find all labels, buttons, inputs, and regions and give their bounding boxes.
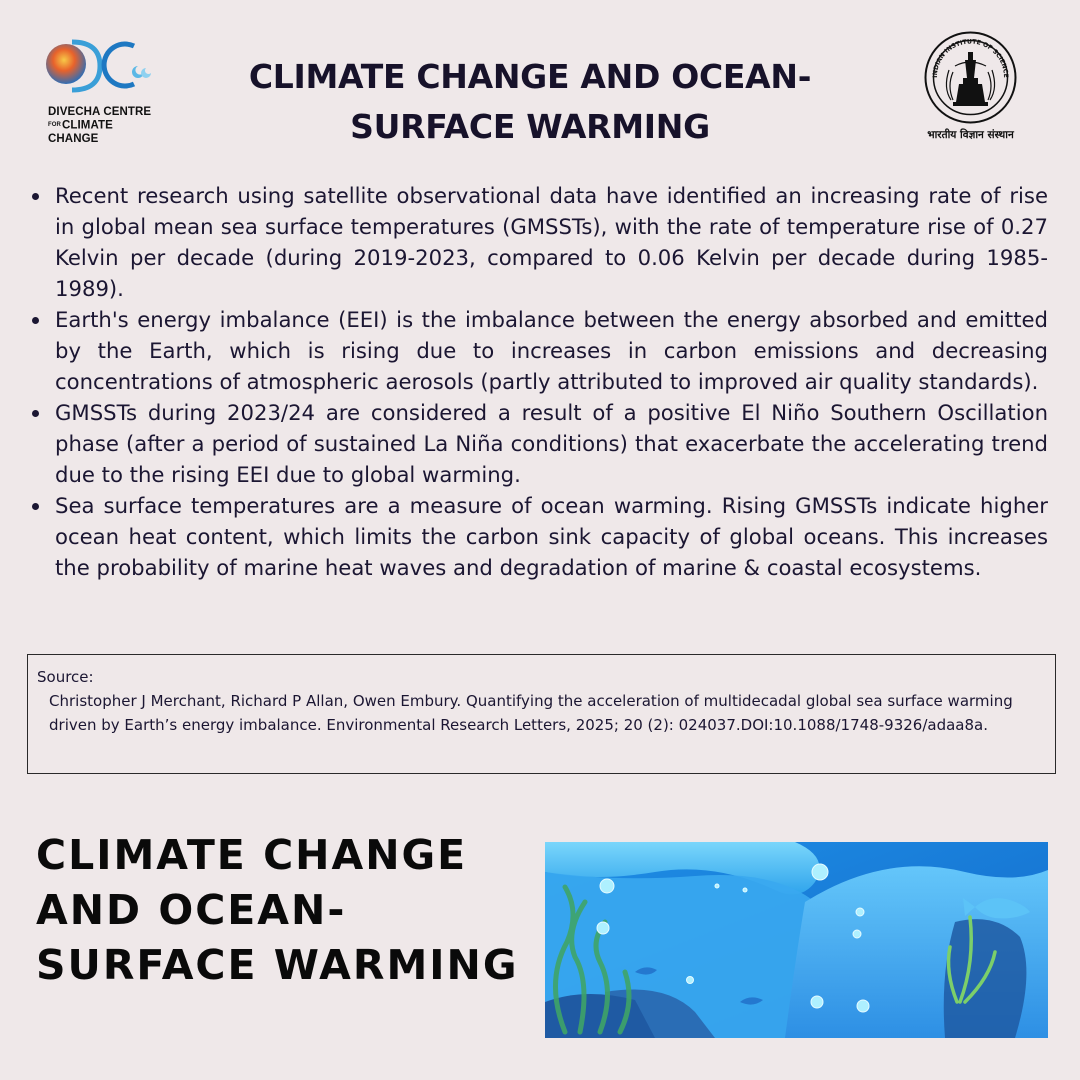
- iisc-seal-icon: [923, 30, 1018, 125]
- source-box: [27, 654, 1056, 774]
- dccc-line2: CLIMATE CHANGE: [48, 119, 113, 145]
- ocean-illustration: [545, 842, 1048, 1038]
- iisc-logo: [908, 30, 1033, 150]
- bottom-title: CLIMATE CHANGE AND OCEAN-SURFACE WARMING: [36, 831, 519, 989]
- bullet-item: Recent research using satellite observational data have identified an increasing rate of rise in global mean sea surface temperatures (GMSSTs), with the rate of temperature rise of 0.27 Kelvin per decade (during 2019-2023, compared to 0.06 Kelvin per decade during 1985-1989).: [30, 180, 1048, 304]
- bullet-item: Sea surface temperatures are a measure of ocean warming. Rising GMSSTs indicate higher ocean heat content, which limits the carbon sink capacity of global oceans. This increases the probability of marine heat waves and degradation of marine & coastal ecosystems.: [30, 490, 1048, 583]
- page-title: CLIMATE CHANGE AND OCEAN-SURFACE WARMING: [248, 57, 812, 146]
- divecha-centre-logo: [38, 36, 158, 145]
- bullet-list: [30, 180, 1048, 583]
- bullet-item: GMSSTs during 2023/24 are considered a result of a positive El Niño Southern Oscillation phase (after a period of sustained La Niña conditions) that exacerbate the accelerating trend due to the rising EEI due to global warming.: [30, 397, 1048, 490]
- source-label: Source:: [37, 668, 94, 686]
- dccc-line1: DIVECHA CENTRE: [48, 106, 152, 118]
- iisc-caption: भारतीय विज्ञान संस्थान: [927, 129, 1014, 141]
- bullet-item: Earth's energy imbalance (EEI) is the imbalance between the energy absorbed and emitted by the Earth, which is rising due to increases in carbon emissions and decreasing concentrations of atmospheric aerosols (partly attributed to improved air quality standards).: [30, 304, 1048, 397]
- source-citation: Christopher J Merchant, Richard P Allan, Owen Embury. Quantifying the acceleration of multidecadal global sea surface warming driven by Earth’s energy imbalance. Environmental Research Letters, 2025; 20 (2): 024037.DOI:10.1088/1748-9326/adaa8a.: [49, 692, 1013, 734]
- dccc-logo-icon: [42, 36, 154, 96]
- dccc-for: FOR: [48, 122, 61, 128]
- seal-text: INDIAN INSTITUTE OF SCIENCE: [931, 38, 1010, 78]
